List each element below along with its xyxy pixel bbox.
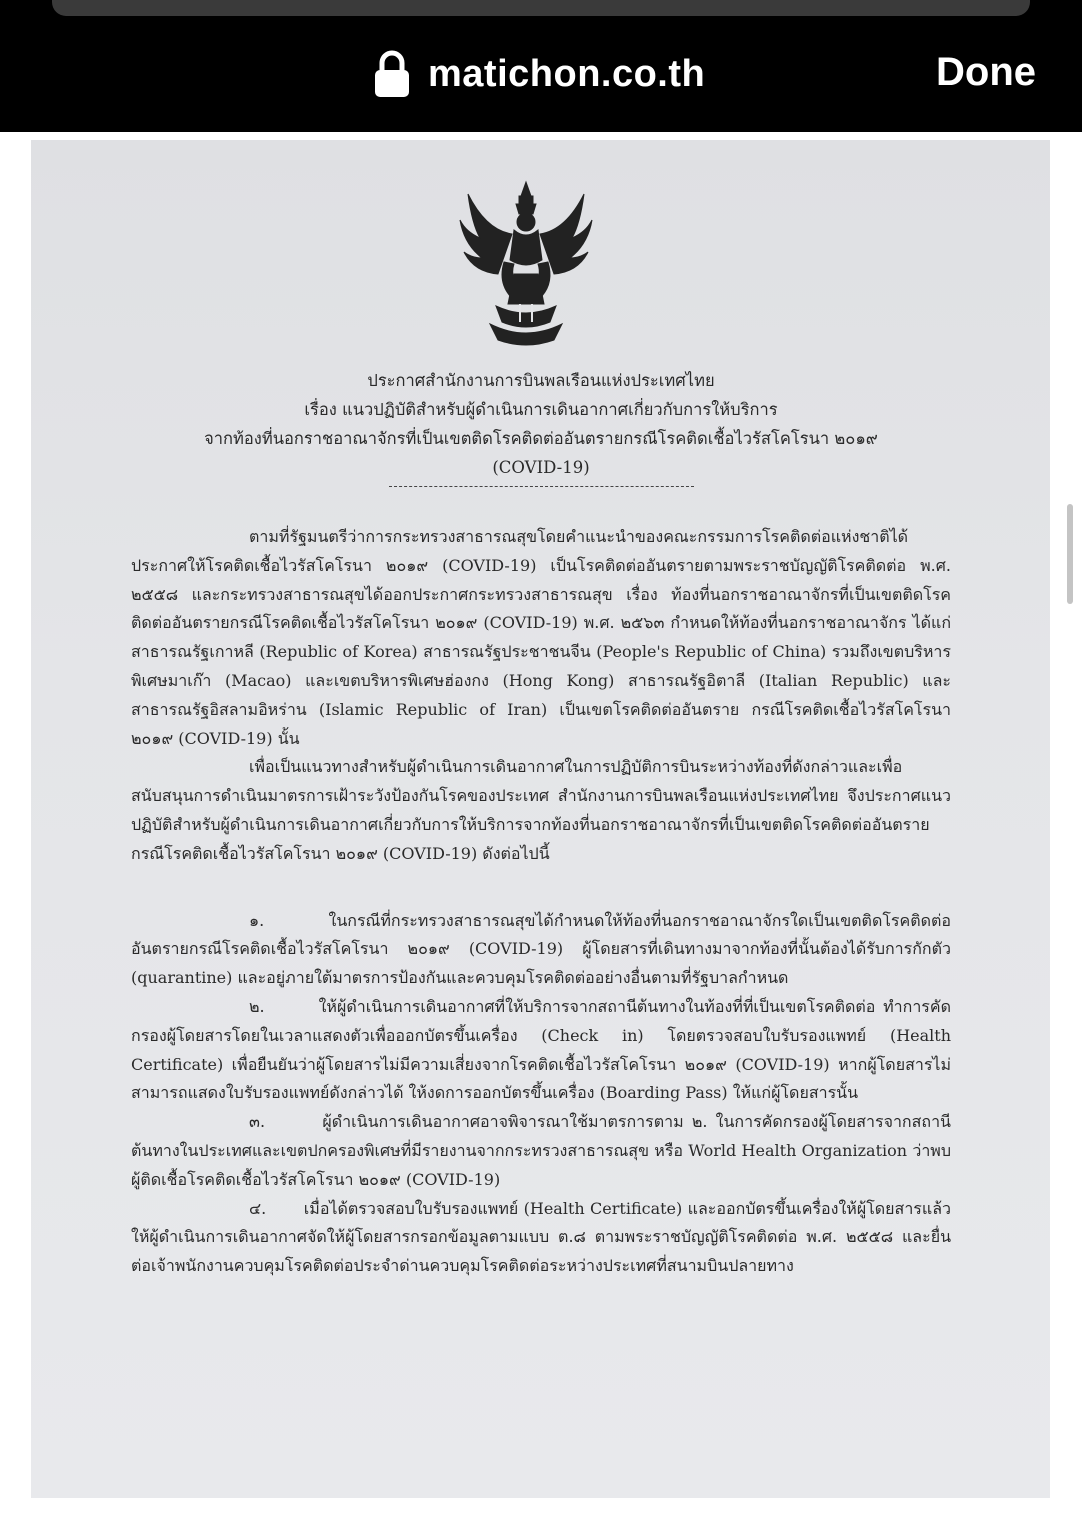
title-line: จากท้องที่นอกราชอาณาจักรที่เป็นเขตติดโรคติดต่ออันตรายกรณีโรคติดเชื้อไวรัสโคโรนา ๒๐๑๙ [204, 429, 878, 448]
paragraph: ตามที่รัฐมนตรีว่าการกระทรวงสาธารณสุขโดยคำแนะนำของคณะกรรมการโรคติดต่อแห่งชาติได้ประกาศให้โรคติดเชื้อไวรัสโคโรนา ๒๐๑๙ (COVID-19) เป็นโรคติดต่ออันตรายตามพระราชบัญญัติโรคติดต่อ พ.ศ. ๒๕๕๘ และกระทรวงสาธารณสุขได้ออกประกาศกระทรวงสาธารณสุข เรื่อง ท้องที่นอกราชอาณาจักรที่เป็นเขตติดโรคติดต่ออันตรายกรณีโรคติดเชื้อไวรัสโคโรนา ๒๐๑๙ (COVID-19) พ.ศ. ๒๕๖๓ กำหนดให้ท้องที่นอกราชอาณาจักร ได้แก่ สาธารณรัฐเกาหลี (Republic of Korea) สาธารณรัฐประชาชนจีน (People's Republic of China) รวมถึงเขตบริหารพิเศษมาเก๊า (Macao) และเขตบริหารพิเศษฮ่องกง (Hong Kong) สาธารณรัฐอิตาลี (Italian Republic) และสาธารณรัฐอิสลามอิหร่าน (Islamic Republic of Iran) เป็นเขตโรคติดต่ออันตราย กรณีโรคติดเชื้อไวรัสโคโรนา ๒๐๑๙ (COVID-19) นั้น [131, 527, 951, 748]
address-bar[interactable] [374, 46, 705, 102]
title-line: เรื่อง แนวปฏิบัติสำหรับผู้ดำเนินการเดินอากาศเกี่ยวกับการให้บริการ [304, 400, 778, 419]
title-line: ประกาศสำนักงานการบินพลเรือนแห่งประเทศไทย [367, 371, 715, 390]
list-item [131, 907, 951, 993]
tab-strip [52, 0, 1030, 16]
item-text: เมื่อได้ตรวจสอบใบรับรองแพทย์ (Health Certificate) และออกบัตรขึ้นเครื่องให้ผู้โดยสารแล้ว ให้ผู้ดำเนินการเดินอากาศจัดให้ผู้โดยสารกรอกข้อมูลตามแบบ ต.๘ ตามพระราชบัญญัติโรคติดต่อ พ.ศ. ๒๕๕๘ และยื่นต่อเจ้าพนักงานควบคุมโรคติดต่อประจำด่านควบคุมโรคติดต่อระหว่างประเทศที่สนามบินปลายทาง [131, 1198, 951, 1276]
list-item [131, 1108, 951, 1194]
document-body [131, 366, 951, 1281]
lock-icon [374, 49, 410, 99]
item-number: ๓. [249, 1112, 266, 1132]
list-item [131, 993, 951, 1108]
item-text: ให้ผู้ดำเนินการเดินอากาศที่ให้บริการจากสถานีต้นทางในท้องที่ที่เป็นเขตโรคติดต่อ ทำการคัดกรองผู้โดยสารโดยในเวลาแสดงตัวเพื่อออกบัตรขึ้นเครื่อง (Check in) โดยตรวจสอบใบรับรองแพทย์ (Health Certificate) เพื่อยืนยันว่าผู้โดยสารไม่มีความเสี่ยงจากโรคติดเชื้อไวรัสโคโรนา ๒๐๑๙ (COVID-19) หากผู้โดยสารไม่สามารถแสดงใบรับรองแพทย์ดังกล่าวได้ ให้งดการออกบัตรขึ้นเครื่อง (Boarding Pass) ให้แก่ผู้โดยสารนั้น [131, 996, 951, 1103]
url-text[interactable]: matichon.co.th [428, 52, 706, 95]
scrollbar[interactable] [1067, 504, 1073, 604]
browser-top-bar [0, 0, 1082, 132]
item-number: ๒. [249, 996, 265, 1016]
done-button[interactable]: Done [936, 50, 1036, 94]
document-title [131, 366, 951, 482]
item-text: ผู้ดำเนินการเดินอากาศอาจพิจารณาใช้มาตรการตาม ๒. ในการคัดกรองผู้โดยสารจากสถานีต้นทางในประเทศและเขตปกครองพิเศษที่มีรายงานจากกระทรวงสาธารณสุข หรือ World Health Organization ว่าพบผู้ติดเชื้อโรคติดเชื้อไวรัสโคโรนา ๒๐๑๙ (COVID-19) [131, 1112, 952, 1189]
title-line: (COVID-19) [492, 458, 590, 477]
document-viewport[interactable] [0, 132, 1082, 1514]
document-page [31, 140, 1050, 1498]
item-number: ๔. [249, 1198, 267, 1218]
paragraph: เพื่อเป็นแนวทางสำหรับผู้ดำเนินการเดินอากาศในการปฏิบัติการบินระหว่างท้องที่ดังกล่าวและเพื่อสนับสนุนการดำเนินมาตรการเฝ้าระวังป้องกันโรคของประเทศ สำนักงานการบินพลเรือนแห่งประเทศไทย จึงประกาศแนวปฏิบัติสำหรับผู้ดำเนินการเดินอากาศเกี่ยวกับการให้บริการจากท้องที่นอกราชอาณาจักรที่เป็นเขตติดโรคติดต่ออันตราย กรณีโรคติดเชื้อไวรัสโคโรนา ๒๐๑๙ (COVID-19) ดังต่อไปนี้ [131, 757, 951, 863]
title-divider [389, 486, 694, 487]
item-number: ๑. [249, 910, 265, 930]
list-item [131, 1195, 951, 1281]
item-text: ในกรณีที่กระทรวงสาธารณสุขได้กำหนดให้ท้องที่นอกราชอาณาจักรใดเป็นเขตติดโรคติดต่ออันตรายกรณีโรคติดเชื้อไวรัสโคโรนา ๒๐๑๙ (COVID-19) ผู้โดยสารที่เดินทางมาจากท้องที่นั้นต้องได้รับการกักตัว (quarantine) และอยู่ภายใต้มาตรการป้องกันและควบคุมโรคติดต่ออย่างอื่นตามที่รัฐบาลกำหนด [131, 910, 951, 988]
garuda-emblem [456, 178, 596, 346]
